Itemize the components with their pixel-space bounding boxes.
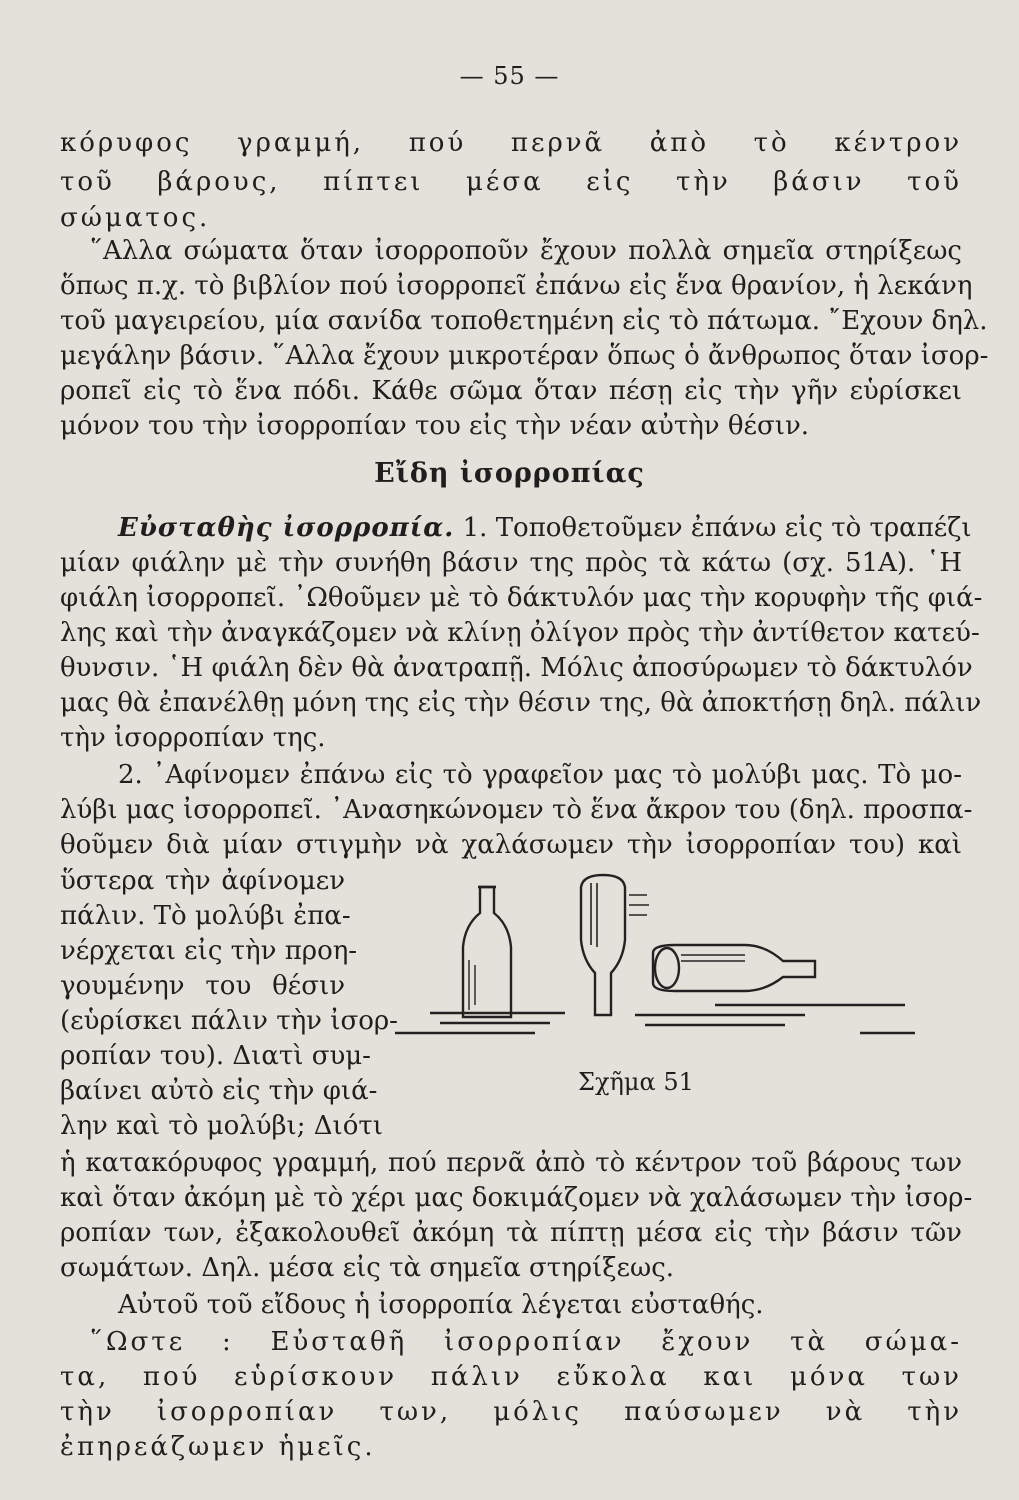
paragraph-first-line [118,513,972,543]
term-stable-equilibrium: Εὐσταθὴς ἰσορροπία. [118,513,455,543]
text-line: μας θὰ ἐπανέλθῃ μόνη της εἰς τὴν θέσιν της, θὰ ἀποκτήσῃ δηλ. πάλιν [60,688,982,718]
text-line: λύβι μας ἰσορροπεῖ. ᾿Ανασηκώνομεν τὸ ἕνα ἄκρον του (δηλ. προσπα- [60,795,973,825]
text-line: σωμάτων. Δηλ. μέσα εἰς τὰ σημεῖα στηρίξεως. [60,1253,675,1283]
text-line: καὶ ὅταν ἀκόμη μὲ τὸ χέρι μας δοκιμάζομεν νὰ χαλάσωμεν τὴν ἰσορ- [60,1183,973,1213]
text-line: (εὑρίσκει πάλιν τὴν ἰσορ- [60,1006,398,1036]
conclusion-line: τὴν ἰσορροπίαν των, μόλις παύσωμεν νὰ τὴν [60,1397,962,1427]
ground-hatching [395,1005,915,1033]
text-line: κόρυφος γραμμή, πού περνᾶ ἀπὸ τὸ κέντρον [60,128,962,158]
text-line: φιάλη ἰσορροπεῖ. ᾿Ωθοῦμεν μὲ τὸ δάκτυλόν μας τὴν κορυφὴν τῆς φιά- [60,583,983,613]
section-heading: Εἴδη ἰσορροπίας [374,458,645,489]
text-line: γουμένην του θέσιν [60,971,345,1001]
text-line: λης καὶ τὴν ἀναγκάζομεν νὰ κλίνῃ ὀλίγον πρὸς τὴν ἀντίθετον κατεύ- [60,618,980,648]
text-line: ροπεῖ εἰς τὸ ἕνα πόδι. Κάθε σῶμα ὅταν πέσῃ εἰς τὴν γῆν εὑρίσκει [60,376,962,406]
upright-bottle-icon [463,887,511,1017]
text-line: βαίνει αὐτὸ εἰς τὴν φιά- [60,1076,378,1106]
text-line: ῞Αλλα σώματα ὅταν ἰσορροποῦν ἔχουν πολλὰ σημεῖα στηρίξεως [90,236,962,266]
text-line: ροπίαν των, ἐξακολουθεῖ ἀκόμη τὰ πίπτῃ μέσα εἰς τὴν βάσιν τῶν [60,1218,962,1248]
text-line: πάλιν. Τὸ μολύβι ἐπα- [60,901,351,931]
text-line: νέρχεται εἰς τὴν προη- [60,936,358,966]
text-line: θυνσιν. ῾Η φιάλη δὲν θὰ ἀνατραπῇ. Μόλις ἀποσύρωμεν τὸ δάκτυλόν [60,653,973,683]
figure-51-bottles [385,865,945,1040]
text-line: ὕστερα τὴν ἀφίνομεν [60,866,345,896]
conclusion-line: ῞Ωστε : Εὐσταθῆ ἰσορροπίαν ἔχουν τὰ σώμα- [90,1327,962,1357]
conclusion-line: τα, πού εὑρίσκουν πάλιν εὔκολα και μόνα των [60,1362,962,1392]
conclusion-line: ἐπηρεάζωμεν ἡμεῖς. [60,1432,376,1462]
figure-caption: Σχῆμα 51 [578,1068,694,1096]
text-line: τὴν ἰσορροπίαν της. [60,723,326,753]
text-line: μεγάλην βάσιν. ῞Αλλα ἔχουν μικροτέραν ὅπως ὁ ἄνθρωπος ὅταν ἰσορ- [60,341,989,371]
definition-line: Αὐτοῦ τοῦ εἴδους ἡ ἰσορροπία λέγεται εὐσταθής. [118,1290,764,1320]
text-line: μόνον του τὴν ἰσορροπίαν του εἰς τὴν νέαν αὐτὴν θέσιν. [60,411,810,441]
text-line: 2. ᾿Αφίνομεν ἐπάνω εἰς τὸ γραφεῖον μας τὸ μολύβι μας. Τὸ μο- [118,760,962,790]
text-line: μίαν φιάλην μὲ τὴν συνήθη βάσιν της πρὸς τὰ κάτω (σχ. 51Α). ῾Η [60,548,962,578]
text-line: λην καὶ τὸ μολύβι; Διότι [60,1111,383,1141]
text-span: 1. Τοποθετοῦμεν ἐπάνω εἰς τὸ τραπέζι [462,513,972,543]
text-line: ἡ κατακόρυφος γραμμή, πού περνᾶ ἀπὸ τὸ κέντρον τοῦ βάρους των [60,1148,962,1178]
text-line: τοῦ μαγειρείου, μία σανίδα τοποθετημένη εἰς τὸ πάτωμα. ῎Εχουν δηλ. [60,306,988,336]
inverted-bottle-icon [581,875,649,1015]
page-number: — 55 — [459,62,560,90]
text-line: ροπίαν του). Διατὶ συμ- [60,1041,371,1071]
text-line: σώματος. [60,203,211,233]
text-line: θοῦμεν διὰ μίαν στιγμὴν νὰ χαλάσωμεν τὴν ἰσορροπίαν του) καὶ [60,830,962,860]
text-line: ὅπως π.χ. τὸ βιβλίον πού ἰσορροπεῖ ἐπάνω εἰς ἕνα θρανίον, ἡ λεκάνη [60,271,973,301]
lying-bottle-icon [653,945,815,991]
text-line: τοῦ βάρους, πίπτει μέσα εἰς τὴν βάσιν τοῦ [60,167,962,197]
